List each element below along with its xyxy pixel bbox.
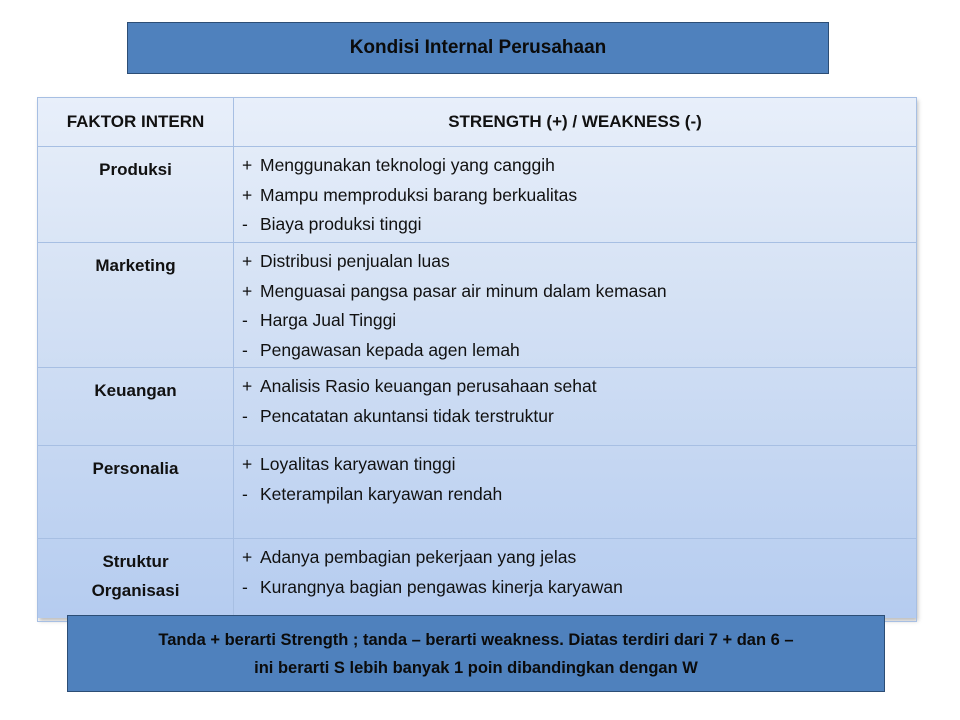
table-header-row <box>38 98 917 147</box>
factor-cell <box>38 243 234 368</box>
point-text: Loyalitas karyawan tinggi <box>260 454 456 474</box>
table-row-marketing <box>38 243 917 368</box>
point-item <box>242 247 916 277</box>
point-item <box>242 372 916 402</box>
point-text: Kurangnya bagian pengawas kinerja karyawan <box>260 576 623 597</box>
point-text: Adanya pembagian pekerjaan yang jelas <box>260 547 577 567</box>
factor-cell <box>38 446 234 539</box>
point-sign: - <box>242 576 248 597</box>
slide-title: Kondisi Internal Perusahaan <box>349 37 607 58</box>
points-cell <box>234 243 917 368</box>
point-text: Pencatatan akuntansi tidak terstruktur <box>260 405 554 426</box>
header-factor: FAKTOR INTERN <box>38 98 234 147</box>
point-item <box>242 573 916 603</box>
point-sign: + <box>242 155 253 175</box>
header-strength-weakness: STRENGTH (+) / WEAKNESS (-) <box>234 98 917 147</box>
point-item <box>242 151 916 181</box>
points-cell <box>234 368 917 446</box>
factor-label: Produksi <box>99 160 172 179</box>
summary-note-line-1: Tanda + berarti Strength ; tanda – berarti weakness. Diatas terdiri dari 7 + dan 6 – <box>158 630 794 649</box>
point-text: Distribusi penjualan luas <box>260 251 450 271</box>
point-sign: - <box>242 214 248 234</box>
point-item <box>242 402 916 432</box>
point-sign: + <box>242 280 253 301</box>
summary-note-line-2: ini berarti S lebih banyak 1 poin dibandingkan dengan W <box>254 658 698 677</box>
point-sign: + <box>242 251 253 271</box>
point-sign: - <box>242 339 248 360</box>
point-item <box>242 543 916 573</box>
point-item <box>242 181 916 211</box>
factor-cell <box>38 147 234 243</box>
factor-label: Organisasi <box>91 581 180 600</box>
points-cell <box>234 446 917 539</box>
internal-factors-table <box>37 97 916 618</box>
summary-note-box <box>67 615 885 692</box>
point-sign: - <box>242 483 248 504</box>
point-item <box>242 480 916 510</box>
point-text: Mampu memproduksi barang berkualitas <box>260 184 578 205</box>
points-cell <box>234 539 917 622</box>
point-text: Pengawasan kepada agen lemah <box>260 339 520 360</box>
point-sign: + <box>242 454 253 474</box>
table-row-produksi <box>38 147 917 243</box>
point-item <box>242 306 916 336</box>
swot-table <box>37 97 917 622</box>
point-text: Biaya produksi tinggi <box>260 214 422 234</box>
title-banner <box>127 22 829 74</box>
table-row-personalia <box>38 446 917 539</box>
points-cell <box>234 147 917 243</box>
table-row-keuangan <box>38 368 917 446</box>
point-sign: + <box>242 376 253 396</box>
point-text: Keterampilan karyawan rendah <box>260 483 503 504</box>
point-sign: + <box>242 547 253 567</box>
point-item <box>242 210 916 240</box>
point-item <box>242 277 916 307</box>
point-sign: - <box>242 310 248 330</box>
factor-cell <box>38 368 234 446</box>
table-row-struktur-organisasi <box>38 539 917 622</box>
factor-label: Keuangan <box>94 381 177 400</box>
point-sign: + <box>242 184 253 205</box>
point-text: Harga Jual Tinggi <box>260 310 397 330</box>
factor-label: Personalia <box>92 459 179 478</box>
point-sign: - <box>242 405 248 426</box>
factor-label: Struktur <box>102 552 169 571</box>
point-item <box>242 450 916 480</box>
point-text: Analisis Rasio keuangan perusahaan sehat <box>260 376 597 396</box>
point-text: Menggunakan teknologi yang canggih <box>260 155 555 175</box>
point-item <box>242 336 916 366</box>
factor-cell <box>38 539 234 622</box>
factor-label: Marketing <box>95 256 176 275</box>
point-text: Menguasai pangsa pasar air minum dalam kemasan <box>260 280 667 301</box>
